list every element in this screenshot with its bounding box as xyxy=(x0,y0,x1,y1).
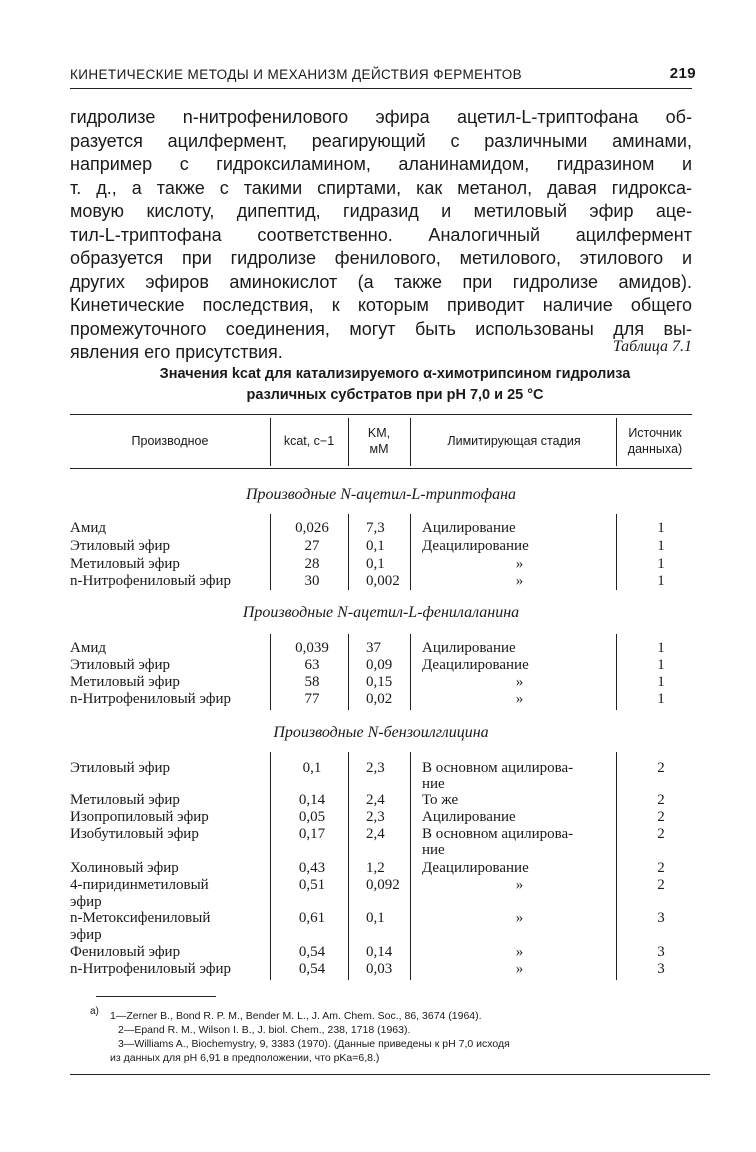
footnote-block xyxy=(70,1006,710,1066)
cell-kcat: 0,54 xyxy=(298,961,326,977)
cell-source: 2 xyxy=(657,826,665,842)
cell-source: 1 xyxy=(657,657,665,673)
cell-name: Метиловый эфир xyxy=(70,556,180,572)
col-header-stage: Лимитирующая стадия xyxy=(447,434,581,448)
cell-name: n-Нитрофениловый эфир xyxy=(70,573,232,589)
cell-stage: » xyxy=(515,944,524,960)
cell-source: 1 xyxy=(657,556,665,572)
cell-stage: Деацилирование xyxy=(422,657,529,673)
cell-stage-line: В основном ацилирова- xyxy=(422,826,574,842)
cell-source: 1 xyxy=(657,640,665,656)
cell-kcat: 77 xyxy=(304,691,320,707)
cell-km: 0,1 xyxy=(366,556,385,572)
cell-stage: Ацилирование xyxy=(422,640,516,656)
cell-source: 2 xyxy=(657,760,665,776)
footnote-ref: из данных для pH 6,91 в предположении, что pKa=6,8.) xyxy=(110,1052,380,1064)
cell-stage: » xyxy=(515,910,524,926)
cell-source: 3 xyxy=(657,944,665,960)
cell-name-line: n-Метоксифениловый xyxy=(70,910,211,926)
cell-km: 37 xyxy=(366,640,381,656)
cell-km: 0,092 xyxy=(366,877,400,893)
cell-source: 1 xyxy=(657,538,665,554)
running-header-title: КИНЕТИЧЕСКИЕ МЕТОДЫ И МЕХАНИЗМ ДЕЙСТВИЯ ФЕРМЕНТОВ xyxy=(70,67,523,82)
section-title: Производные N-ацетил-L-фенилаланина xyxy=(242,604,520,621)
cell-stage: » xyxy=(515,556,524,572)
cell-kcat: 0,43 xyxy=(298,860,326,876)
cell-stage: Деацилирование xyxy=(422,538,529,554)
paragraph-line: например с гидроксиламином, аланинамидом, гидразином и xyxy=(70,154,692,174)
cell-name-line: эфир xyxy=(70,927,102,943)
cell-name xyxy=(70,910,270,944)
paragraph-line: образуется при гидролизе фенилового, метилового, этилового и xyxy=(70,248,692,268)
running-header xyxy=(70,64,700,86)
footnote-rule xyxy=(96,996,216,997)
paragraph-line: тил-L-триптофана соответственно. Аналогичный ацилфермент xyxy=(70,224,692,245)
col-header-kcat: kcat, с−1 xyxy=(283,434,335,448)
cell-km: 0,15 xyxy=(366,674,393,690)
table-header-rule xyxy=(70,468,692,469)
col-header-derivative: Производное xyxy=(131,434,209,448)
cell-km: 0,09 xyxy=(366,657,393,673)
cell-stage: » xyxy=(515,961,524,977)
cell-stage-line: В основном ацилирова- xyxy=(422,760,574,776)
col-header-km-2: мM xyxy=(369,442,389,456)
col-divider xyxy=(616,418,617,466)
table-number: Таблица 7.1 xyxy=(612,338,692,355)
col-divider xyxy=(348,514,349,590)
cell-stage: То же xyxy=(422,792,459,808)
cell-kcat: 0,54 xyxy=(298,944,326,960)
bottom-rule xyxy=(70,1074,710,1075)
paragraph-line: других эфиров аминокислот (а также при гидролизе амидов). xyxy=(70,271,692,292)
section-title: Производные N-бензоилглицина xyxy=(273,724,489,741)
cell-km: 0,1 xyxy=(366,538,385,554)
table-header xyxy=(70,414,692,468)
cell-name: Этиловый эфир xyxy=(70,657,171,673)
footnote-ref: 3—Williams A., Biochemystry, 9, 3383 (1970). (Данные приведены к pH 7,0 исходя xyxy=(118,1038,510,1050)
cell-kcat: 28 xyxy=(304,556,320,572)
col-divider xyxy=(348,752,349,980)
cell-source: 1 xyxy=(657,674,665,690)
header-rule xyxy=(70,88,692,89)
cell-source: 1 xyxy=(657,573,665,589)
cell-kcat: 0,05 xyxy=(298,809,326,825)
col-divider xyxy=(348,418,349,466)
cell-stage: » xyxy=(515,674,524,690)
cell-name: Этиловый эфир xyxy=(70,538,171,554)
cell-name: Холиновый эфир xyxy=(70,860,179,876)
cell-km: 2,3 xyxy=(366,760,385,776)
cell-name: Амид xyxy=(70,640,106,656)
cell-name: Амид xyxy=(70,520,106,536)
cell-source: 1 xyxy=(657,520,665,536)
cell-name: Изопропиловый эфир xyxy=(70,809,209,825)
cell-km: 2,4 xyxy=(366,826,385,842)
cell-kcat: 0,1 xyxy=(302,760,322,776)
paragraph-line: т. д., а также с такими спиртами, как метанол, давая гидрокса- xyxy=(70,177,692,198)
section-title: Производные N-ацетил-L-триптофана xyxy=(245,486,517,503)
footnote-ref: 2—Epand R. M., Wilson I. B., J. biol. Chem., 238, 1718 (1963). xyxy=(118,1024,411,1036)
paragraph-line: мовую кислоту, дипептид, гидразид и метиловый эфир аце- xyxy=(70,201,692,221)
cell-name: Метиловый эфир xyxy=(70,674,180,690)
col-divider xyxy=(270,418,271,466)
table-caption-line2: различных субстратов при pH 7,0 и 25 °C xyxy=(246,387,544,403)
col-divider xyxy=(270,514,271,590)
footnote-line xyxy=(70,1052,710,1066)
page-number: 219 xyxy=(669,65,696,82)
cell-kcat: 0,17 xyxy=(298,826,326,842)
cell-name: Метиловый эфир xyxy=(70,792,180,808)
cell-kcat: 0,61 xyxy=(298,910,326,926)
footnote-line xyxy=(70,1038,710,1052)
paragraph-line: Кинетические последствия, к которым приводит наличие общего xyxy=(70,295,692,315)
cell-stage: Деацилирование xyxy=(422,860,529,876)
cell-source: 2 xyxy=(657,860,665,876)
cell-km: 1,2 xyxy=(366,860,385,876)
cell-name: Этиловый эфир xyxy=(70,760,171,776)
body-paragraph xyxy=(70,106,692,365)
cell-stage-line: ние xyxy=(422,776,445,792)
cell-km: 0,02 xyxy=(366,691,393,707)
cell-kcat: 0,51 xyxy=(298,877,326,893)
cell-name: Изобутиловый эфир xyxy=(70,826,199,842)
cell-name-line: эфир xyxy=(70,894,102,910)
cell-kcat: 27 xyxy=(304,538,320,554)
cell-source: 3 xyxy=(657,961,665,977)
cell-source: 3 xyxy=(657,910,665,926)
cell-km: 0,14 xyxy=(366,944,393,960)
cell-km: 2,4 xyxy=(366,792,385,808)
cell-kcat: 30 xyxy=(304,573,320,589)
cell-km: 7,3 xyxy=(366,520,385,536)
cell-source: 2 xyxy=(657,792,665,808)
cell-stage xyxy=(422,826,617,858)
cell-name xyxy=(70,877,270,911)
cell-source: 2 xyxy=(657,877,665,893)
cell-name: n-Нитрофениловый эфир xyxy=(70,961,232,977)
paragraph-line: гидролизе n-нитрофенилового эфира ацетил-L-триптофана об- xyxy=(70,107,692,127)
cell-name-line: 4-пиридинметиловый xyxy=(70,877,209,893)
col-divider xyxy=(348,634,349,710)
cell-stage: » xyxy=(515,691,524,707)
cell-kcat: 0,039 xyxy=(295,640,329,656)
paragraph-line: промежуточного соединения, могут быть использованы для вы- xyxy=(70,318,692,339)
cell-stage: » xyxy=(515,877,524,893)
cell-stage xyxy=(422,760,617,792)
cell-source: 1 xyxy=(657,691,665,707)
footnote-marker: a) xyxy=(90,1006,99,1017)
col-divider xyxy=(270,634,271,710)
paragraph-line: разуется ацилфермент, реагирующий с различными аминами, xyxy=(70,130,692,151)
col-header-source-2: данныхa) xyxy=(627,442,683,456)
paragraph-line: явления его присутствия. xyxy=(70,342,283,362)
cell-km: 0,1 xyxy=(366,910,385,926)
cell-stage: » xyxy=(515,573,524,589)
cell-stage-line: ние xyxy=(422,842,445,858)
cell-km: 0,03 xyxy=(366,961,393,977)
cell-km: 2,3 xyxy=(366,809,385,825)
cell-kcat: 63 xyxy=(304,657,320,673)
cell-kcat: 0,026 xyxy=(295,520,329,536)
col-divider xyxy=(410,418,411,466)
cell-kcat: 58 xyxy=(304,674,320,690)
table-caption-line1: Значения kcat для катализируемого α-химотрипсином гидролиза xyxy=(159,366,631,382)
cell-name: Фениловый эфир xyxy=(70,944,181,960)
footnote-line xyxy=(70,1006,710,1024)
cell-source: 2 xyxy=(657,809,665,825)
footnote-line xyxy=(70,1024,710,1038)
footnote-ref: 1—Zerner B., Bond R. P. M., Bender M. L., J. Am. Chem. Soc., 86, 3674 (1964). xyxy=(110,1010,482,1022)
cell-name: n-Нитрофениловый эфир xyxy=(70,691,232,707)
col-header-source-1: Источник xyxy=(628,426,682,440)
col-divider xyxy=(270,752,271,980)
col-header-km-1: KM, xyxy=(367,426,391,440)
cell-km: 0,002 xyxy=(366,573,400,589)
cell-kcat: 0,14 xyxy=(298,792,326,808)
cell-stage: Ацилирование xyxy=(422,520,516,536)
cell-stage: Ацилирование xyxy=(422,809,516,825)
